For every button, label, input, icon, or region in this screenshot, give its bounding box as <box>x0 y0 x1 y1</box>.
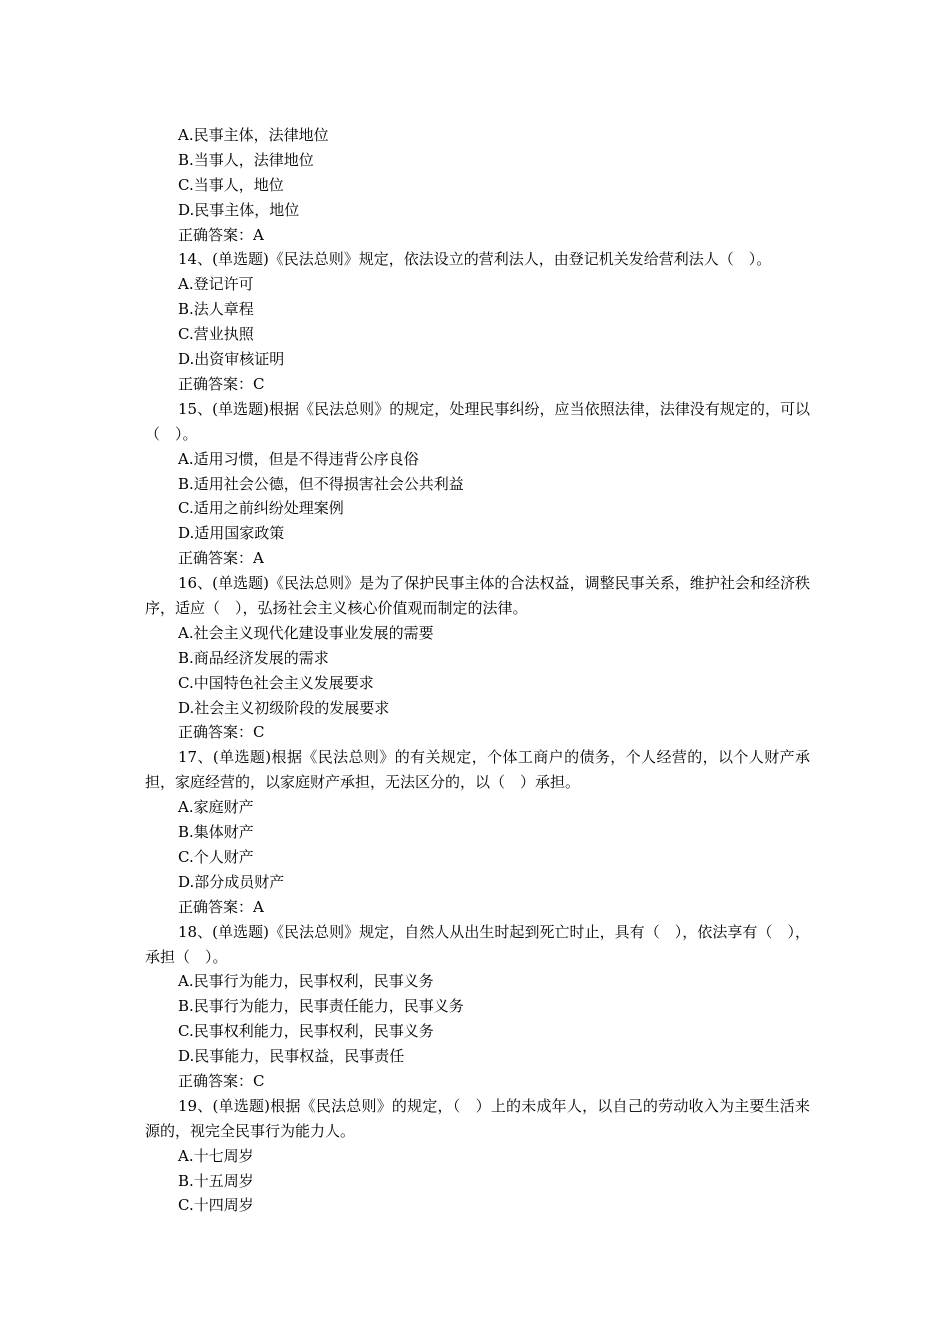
option-line: C.民事权利能力，民事权利，民事义务 <box>178 1022 434 1041</box>
option-line: C.适用之前纠纷处理案例 <box>178 499 344 518</box>
answer-line: 正确答案：A <box>178 225 264 244</box>
question-list <box>145 123 810 1218</box>
question-text: 18、(单选题)《民法总则》规定，自然人从出生时起到死亡时止，具有（ ），依法享有（ ），承担（ ）。 <box>145 922 810 966</box>
option-line: A.民事行为能力，民事权利，民事义务 <box>178 972 434 991</box>
option-line: A.民事主体，法律地位 <box>178 126 329 144</box>
answer-line: 正确答案：A <box>178 549 264 568</box>
option-line: D.适用国家政策 <box>178 524 285 543</box>
answer-line: 正确答案：A <box>178 897 264 916</box>
option-line: D.部分成员财产 <box>178 872 285 891</box>
option-line: B.当事人，法律地位 <box>178 150 314 169</box>
option-line: A.登记许可 <box>178 275 254 294</box>
option-line: C.营业执照 <box>178 325 254 344</box>
option-line: B.民事行为能力，民事责任能力，民事义务 <box>178 997 464 1016</box>
answer-line: 正确答案：C <box>178 1071 265 1090</box>
option-line: A.十七周岁 <box>178 1146 254 1165</box>
option-line: B.商品经济发展的需求 <box>178 648 329 667</box>
question-text: 17、(单选题)根据《民法总则》的有关规定，个体工商户的债务，个人经营的，以个人财产承担，家庭经营的，以家庭财产承担，无法区分的，以（ ）承担。 <box>145 748 810 792</box>
option-line: B.十五周岁 <box>178 1171 254 1190</box>
option-line: D.社会主义初级阶段的发展要求 <box>178 698 390 717</box>
option-line: C.中国特色社会主义发展要求 <box>178 673 374 692</box>
option-line: C.个人财产 <box>178 847 254 866</box>
question-text: 15、(单选题)根据《民法总则》的规定，处理民事纠纷，应当依照法律，法律没有规定的，可以（ ）。 <box>145 399 810 443</box>
option-line: B.法人章程 <box>178 300 254 319</box>
question-text: 14、(单选题)《民法总则》规定，依法设立的营利法人，由登记机关发给营利法人（ ）。 <box>178 250 772 269</box>
answer-line: 正确答案：C <box>178 723 265 742</box>
option-line: C.当事人，地位 <box>178 175 284 194</box>
question-text: 19、(单选题)根据《民法总则》的规定，（ ）上的未成年人，以自己的劳动收入为主要生活来源的，视完全民事行为能力人。 <box>145 1096 810 1140</box>
option-line: D.民事能力，民事权益，民事责任 <box>178 1047 405 1066</box>
option-line: A.适用习惯，但是不得违背公序良俗 <box>178 449 419 468</box>
option-line: B.适用社会公德，但不得损害社会公共利益 <box>178 474 464 493</box>
answer-line: 正确答案：C <box>178 374 265 393</box>
option-line: B.集体财产 <box>178 823 254 842</box>
option-line: C.十四周岁 <box>178 1196 254 1215</box>
option-line: A.家庭财产 <box>178 798 254 817</box>
question-text: 16、(单选题)《民法总则》是为了保护民事主体的合法权益，调整民事关系，维护社会和经济秩序，适应（ ），弘扬社会主义核心价值观而制定的法律。 <box>145 574 810 617</box>
option-line: D.出资审核证明 <box>178 350 285 369</box>
option-line: A.社会主义现代化建设事业发展的需要 <box>178 623 434 642</box>
option-line: D.民事主体，地位 <box>178 200 300 219</box>
